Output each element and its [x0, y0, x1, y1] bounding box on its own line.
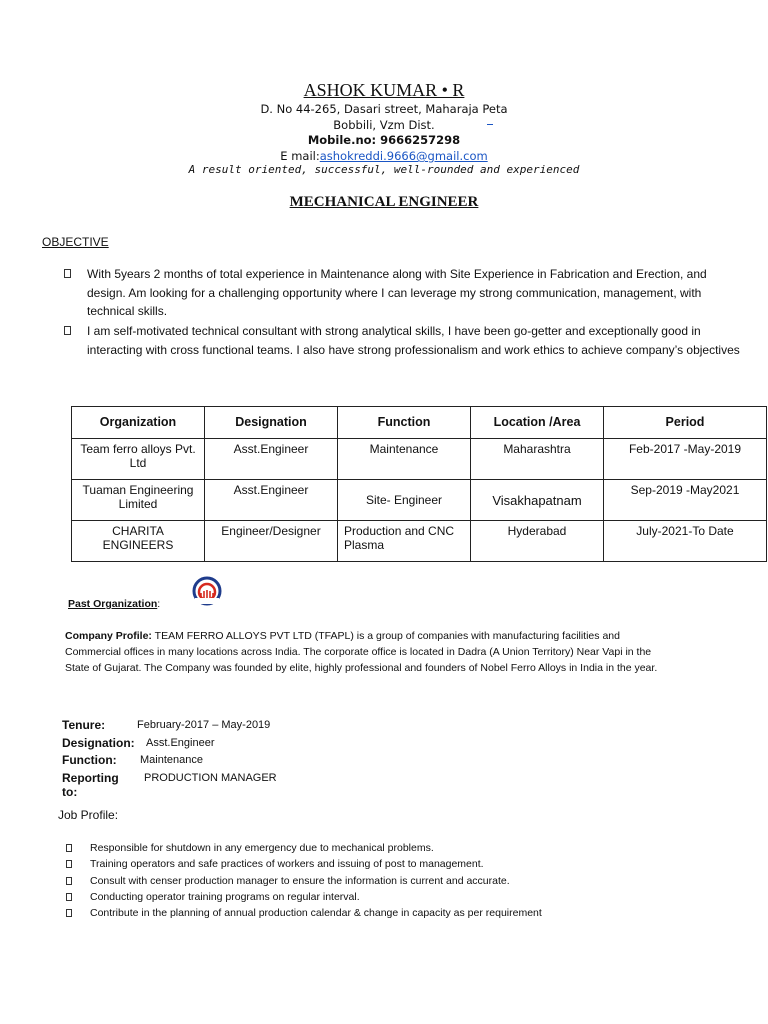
tenure-value: February-2017 – May-2019: [137, 719, 271, 731]
table-header-row: [72, 407, 767, 439]
cell-period: Sep-2019 -May2021: [604, 480, 767, 521]
company-profile-label: Company Profile:: [65, 630, 152, 642]
mobile-label: Mobile.no:: [307, 133, 377, 147]
job-item-text: Contribute in the planning of annual production calendar & change in capacity as per requirement: [90, 907, 542, 919]
table-row: [72, 439, 767, 480]
function-label: Function:: [62, 753, 117, 767]
cell-location: Maharashtra: [471, 439, 604, 480]
cell-period: July-2021-To Date: [604, 521, 767, 562]
job-item-text: Consult with censer production manager to ensure the information is current and accurate.: [90, 875, 510, 887]
cell-designation: Asst.Engineer: [205, 480, 338, 521]
cell-location: Hyderabad: [471, 521, 604, 562]
company-profile-text: TEAM FERRO ALLOYS PVT LTD (TFAPL) is a group of companies with manufacturing facilities and Commercial offices in many locations across India. The corporate office is located in Dadra (A Union Territory) Near Vapi in the State of Gujarat. The Company was founded by elite, highly professional and founders of Nobel Ferro Alloys in India in the year.: [65, 630, 658, 674]
cell-designation: Asst.Engineer: [205, 439, 338, 480]
bullet-box-icon: [66, 877, 72, 885]
table-row: [72, 521, 767, 562]
job-profile-heading: Job Profile:: [58, 808, 119, 822]
bullet-box-icon: [66, 860, 72, 868]
designation-label: Designation:: [62, 736, 135, 750]
cell-function: Maintenance: [338, 439, 471, 480]
designation-value: Asst.Engineer: [146, 737, 215, 749]
mobile-number: 9666257298: [380, 133, 461, 147]
objective-item: [64, 322, 744, 359]
tenure-label: Tenure:: [62, 718, 106, 732]
mobile-line: [0, 133, 768, 147]
col-header-location: Location /Area: [471, 407, 604, 439]
cell-function: Site- Engineer: [338, 480, 471, 521]
objective-text: I am self-motivated technical consultant with strong analytical skills, I have been go-getter and exceptionally good in interacting with cross functional teams. I also have strong professionalism and work ethics to achieve company’s objectives: [87, 324, 740, 357]
company-profile: [65, 628, 665, 676]
cell-location: Visakhapatnam: [471, 480, 604, 521]
objective-item: [64, 265, 744, 321]
bullet-box-icon: [66, 893, 72, 901]
cell-organization: Team ferro alloys Pvt. Ltd: [72, 439, 205, 480]
email-line: [0, 149, 768, 163]
bullet-box-icon: [64, 326, 71, 335]
col-header-organization: Organization: [72, 407, 205, 439]
tagline: A result oriented, successful, well-rounded and experienced: [188, 163, 580, 176]
cell-organization: Tuaman Engineering Limited: [72, 480, 205, 521]
function-value: Maintenance: [140, 754, 203, 766]
col-header-period: Period: [604, 407, 767, 439]
job-item-text: Conducting operator training programs on regular interval.: [90, 891, 360, 903]
cell-period: Feb-2017 -May-2019: [604, 439, 767, 480]
bullet-box-icon: [64, 269, 71, 278]
company-logo-icon: [192, 576, 222, 606]
objective-text: With 5years 2 months of total experience in Maintenance along with Site Experience in Fabrication and Erection, and design. Am looking for a challenging opportunity where I can leverage my strong communication, management, with technical skills.: [87, 267, 707, 318]
job-item-text: Responsible for shutdown in any emergency due to mechanical problems.: [90, 842, 434, 854]
past-organization-label: Past Organization:: [68, 598, 161, 610]
bullet-box-icon: [66, 844, 72, 852]
job-item-text: Training operators and safe practices of workers and issuing of post to management.: [90, 858, 484, 870]
cell-function: Production and CNC Plasma: [338, 521, 471, 562]
objective-heading: OBJECTIVE: [42, 235, 109, 249]
underline-mark: [487, 124, 493, 125]
experience-table: [71, 406, 767, 562]
cell-designation: Engineer/Designer: [205, 521, 338, 562]
job-title: MECHANICAL ENGINEER: [289, 194, 479, 210]
table-row: [72, 480, 767, 521]
cell-organization: CHARITA ENGINEERS: [72, 521, 205, 562]
candidate-name: ASHOK KUMAR • R: [303, 80, 465, 100]
email-label: E mail:: [280, 149, 320, 163]
email-link[interactable]: ashokreddi.9666@gmail.com: [319, 149, 488, 163]
address-line-1: D. No 44-265, Dasari street, Maharaja Peta: [260, 102, 508, 116]
bullet-box-icon: [66, 909, 72, 917]
reporting-label: Reporting to:: [62, 771, 119, 799]
reporting-value: PRODUCTION MANAGER: [144, 772, 277, 784]
col-header-designation: Designation: [205, 407, 338, 439]
address-line-2: Bobbili, Vzm Dist.: [333, 118, 435, 132]
col-header-function: Function: [338, 407, 471, 439]
